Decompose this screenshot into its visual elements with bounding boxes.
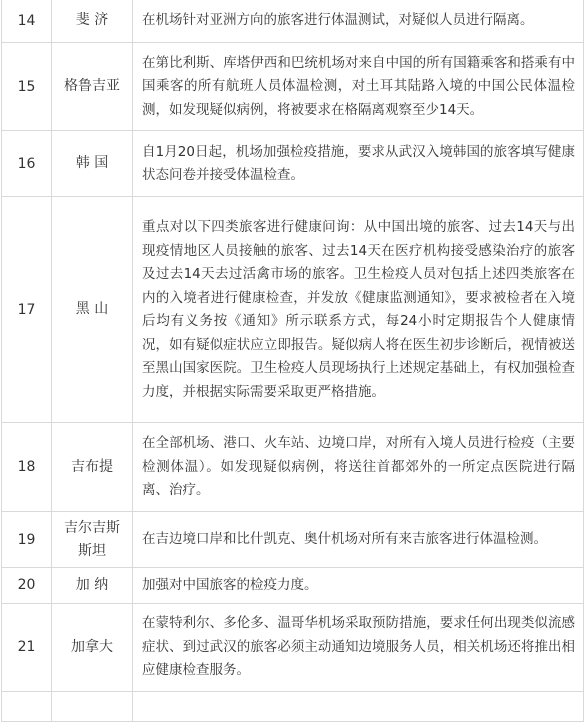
row-number: 14 [2, 0, 52, 43]
table-row [2, 131, 584, 197]
measure-description: 加强对中国旅客的检疫力度。 [133, 568, 584, 604]
country-name: 斐 济 [52, 0, 133, 43]
country-name: 吉布提 [52, 423, 133, 512]
measure-description-partial [133, 691, 584, 721]
country-name-partial [52, 691, 133, 721]
measure-description: 重点对以下四类旅客进行健康问询：从中国出境的旅客、过去14天与出现疫情地区人员接触的旅客、过去14天在医疗机构接受感染治疗的旅客及过去14天去过活禽市场的旅客。卫生检疫人员对包括上述四类旅客在内的入境者进行健康检查，并发放《健康监测通知》，要求被检者在入境后均有义务按《通知》所示联系方式，每24小时定期报告个人健康情况，如有疑似症状应立即报告。疑似病人将在医生初步诊断后，视情被送至黑山国家医院。卫生检疫人员现场执行上述规定基础上，有权加强检查力度，并根据实际需要采取更严格措施。 [133, 197, 584, 423]
measure-description: 在全部机场、港口、火车站、边境口岸，对所有入境人员进行检疫（主要检测体温）。如发现疑似病例，将送往首都郊外的一所定点医院进行隔离、治疗。 [133, 423, 584, 512]
row-number: 16 [2, 131, 52, 197]
row-number: 21 [2, 603, 52, 691]
table-row [2, 603, 584, 691]
table-row [2, 691, 584, 721]
table-row [2, 197, 584, 423]
country-name: 吉尔吉斯斯坦 [52, 512, 133, 568]
row-number: 17 [2, 197, 52, 423]
country-name: 黑 山 [52, 197, 133, 423]
table-row [2, 423, 584, 512]
measure-description: 在机场针对亚洲方向的旅客进行体温测试，对疑似人员进行隔离。 [133, 0, 584, 43]
row-number: 19 [2, 512, 52, 568]
country-name: 加 纳 [52, 568, 133, 604]
row-number: 18 [2, 423, 52, 512]
measure-description: 在第比利斯、库塔伊西和巴统机场对来自中国的所有国籍乘客和搭乘有中国乘客的所有航班人员体温检测，对土耳其陆路入境的中国公民体温检测，如发现疑似病例，将被要求在格隔离观察至少14天。 [133, 43, 584, 131]
country-name: 韩 国 [52, 131, 133, 197]
table-row [2, 43, 584, 131]
row-number-partial [2, 691, 52, 721]
row-number: 15 [2, 43, 52, 131]
table-row [2, 512, 584, 568]
measure-description: 在蒙特利尔、多伦多、温哥华机场采取预防措施，要求任何出现类似流感症状、到过武汉的旅客必须主动通知边境服务人员，相关机场还将推出相应健康检查服务。 [133, 603, 584, 691]
country-name: 格鲁吉亚 [52, 43, 133, 131]
row-number: 20 [2, 568, 52, 604]
measure-description: 自1月20日起，机场加强检疫措施，要求从武汉入境韩国的旅客填写健康状态问卷并接受体温检查。 [133, 131, 584, 197]
country-name: 加拿大 [52, 603, 133, 691]
quarantine-measures-table [1, 0, 584, 722]
measure-description: 在吉边境口岸和比什凯克、奥什机场对所有来吉旅客进行体温检测。 [133, 512, 584, 568]
table-row [2, 568, 584, 604]
table-row [2, 0, 584, 43]
